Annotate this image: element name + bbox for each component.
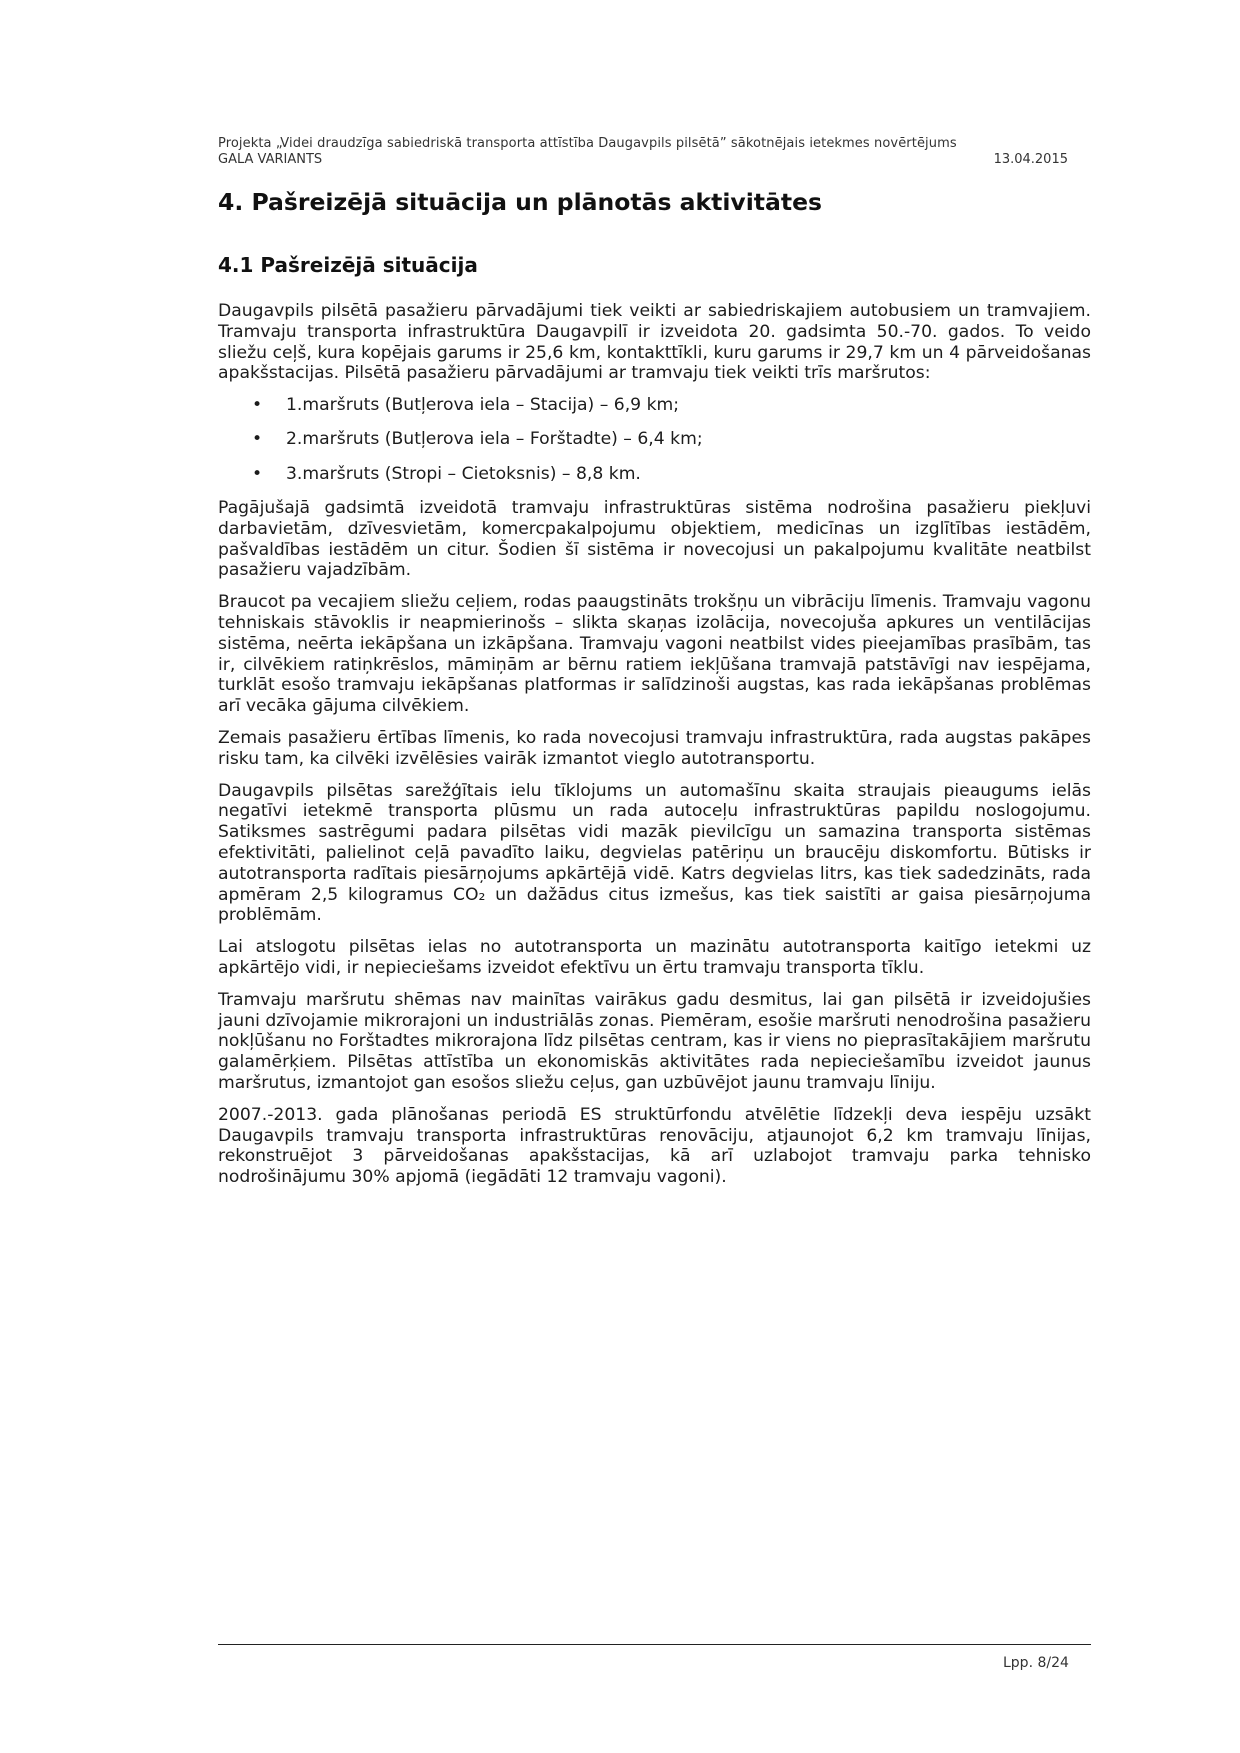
paragraph: Daugavpils pilsētas sarežģītais ielu tīklojums un automašīnu skaita straujais pieaugums ielās negatīvi ietekmē transporta plūsmu un rada autoceļu infrastruktūras papildu noslogojumu. Satiksmes sastrēgumi padara pilsētas vidi mazāk pievilcīgu un samazina transporta sistēmas efektivitāti, palielinot ceļā pavadīto laiku, degvielas patēriņu un braucēju diskomfortu. Būtisks ir autotransporta radītais piesārņojums apkārtējā vidē. Katrs degvielas litrs, kas tiek sadedzināts, rada apmēram 2,5 kilogramus CO₂ un dažādus citus izmešus, kas tiek saistīti ar gaisa piesārņojuma problēmām. (218, 780, 1091, 926)
page-header (218, 136, 1068, 168)
bullet-icon: • (252, 463, 263, 484)
section-heading: 4. Pašreizējā situācija un plānotās aktivitātes (218, 188, 823, 216)
paragraph: Tramvaju maršrutu shēmas nav mainītas vairākus gadu desmitus, lai gan pilsētā ir izveidojušies jauni dzīvojamie mikrorajoni un industriālās zonas. Piemēram, esošie maršruti nenodrošina pasažieru nokļūšanu no Forštadtes mikrorajona līdz pilsētas centram, kas ir viens no pieprasītakājiem maršrutu galamērķiem. Pilsētas attīstība un ekonomiskās aktivitātes rada nepieciešamību izveidot jaunus maršrutus, izmantojot gan esošos sliežu ceļus, gan uzbūvējot jaunu tramvaju līniju. (218, 989, 1091, 1093)
body-text (218, 301, 1091, 1199)
intro-paragraph: Daugavpils pilsētā pasažieru pārvadājumi tiek veikti ar sabiedriskajiem autobusiem un tramvajiem. Tramvaju transporta infrastruktūra Daugavpilī ir izveidota 20. gadsimta 50.-70. gados. To veido sliežu ceļš, kura kopējais garums ir 25,6 km, kontakttīkli, kuru garums ir 29,7 km un 4 pārveidošanas apakšstacijas. Pilsētā pasažieru pārvadājumi ar tramvaju tiek veikti trīs maršrutos: (218, 301, 1091, 384)
paragraph: Zemais pasažieru ērtības līmenis, ko rada novecojusi tramvaju infrastruktūra, rada augstas pakāpes risku tam, ka cilvēki izvēlēsies vairāk izmantot vieglo autotransportu. (218, 728, 1091, 769)
list-item (218, 464, 1091, 485)
paragraph: Braucot pa vecajiem sliežu ceļiem, rodas paaugstināts trokšņu un vibrāciju līmenis. Tramvaju vagonu tehniskais stāvoklis ir neapmierinošs – slikta skaņas izolācija, novecojuša apkures un ventilācijas sistēma, neērta iekāpšana un izkāpšana. Tramvaju vagoni neatbilst vides pieejamības prasībām, tas ir, cilvēkiem ratiņkrēslos, māmiņām ar bērnu ratiem iekļūšana tramvajā patstāvīgi nav iespējama, turklāt esošo tramvaju iekāpšanas platformas ir salīdzinoši augstas, kas rada iekāpšanas problēmas arī vecāka gājuma cilvēkiem. (218, 592, 1091, 717)
route-text: 1.maršruts (Butļerova iela – Stacija) – 6,9 km; (286, 395, 680, 416)
bullet-icon: • (252, 429, 263, 450)
list-item (218, 429, 1091, 450)
paragraph: Lai atslogotu pilsētas ielas no autotransporta un mazinātu autotransporta kaitīgo ietekmi uz apkārtējo vidi, ir nepieciešams izveidot efektīvu un ērtu tramvaju transporta tīklu. (218, 937, 1091, 979)
route-text: 2.maršruts (Butļerova iela – Forštadte) – 6,4 km; (286, 429, 703, 450)
paragraph: Pagājušajā gadsimtā izveidotā tramvaju infrastruktūras sistēma nodrošina pasažieru piekļuvi darbavietām, dzīvesvietām, komercpakalpojumu objektiem, medicīnas un izglītības iestādēm, pašvaldības iestādēm un citur. Šodien šī sistēma ir novecojusi un pakalpojumu kvalitāte neatbilst pasažieru vajadzībām. (218, 498, 1091, 581)
paragraph: 2007.-2013. gada plānošanas periodā ES struktūrfondu atvēlētie līdzekļi deva iespēju uzsākt Daugavpils tramvaju transporta infrastruktūras renovāciju, atjaunojot 6,2 km tramvaju līnijas, rekonstruējot 3 pārveidošanas apakšstacijas, kā arī uzlabojot tramvaju parka tehnisko nodrošinājumu 30% apjomā (iegādāti 12 tramvaju vagoni). (218, 1104, 1091, 1188)
variant-label: GALA VARIANTS (218, 152, 323, 167)
subsection-heading: 4.1 Pašreizējā situācija (218, 253, 478, 277)
route-list (218, 395, 1091, 484)
page-number: Lpp. 8/24 (1003, 1655, 1069, 1671)
project-title: Projekta „Videi draudzīga sabiedriskā transporta attīstība Daugavpils pilsētā” sākotnējais ietekmes novērtējums (218, 136, 957, 151)
footer-divider (218, 1644, 1091, 1645)
document-date: 13.04.2015 (993, 152, 1068, 167)
route-text: 3.maršruts (Stropi – Cietoksnis) – 8,8 km. (286, 463, 641, 484)
header-meta (218, 152, 1068, 168)
bullet-icon: • (252, 395, 263, 416)
list-item (218, 395, 1091, 416)
